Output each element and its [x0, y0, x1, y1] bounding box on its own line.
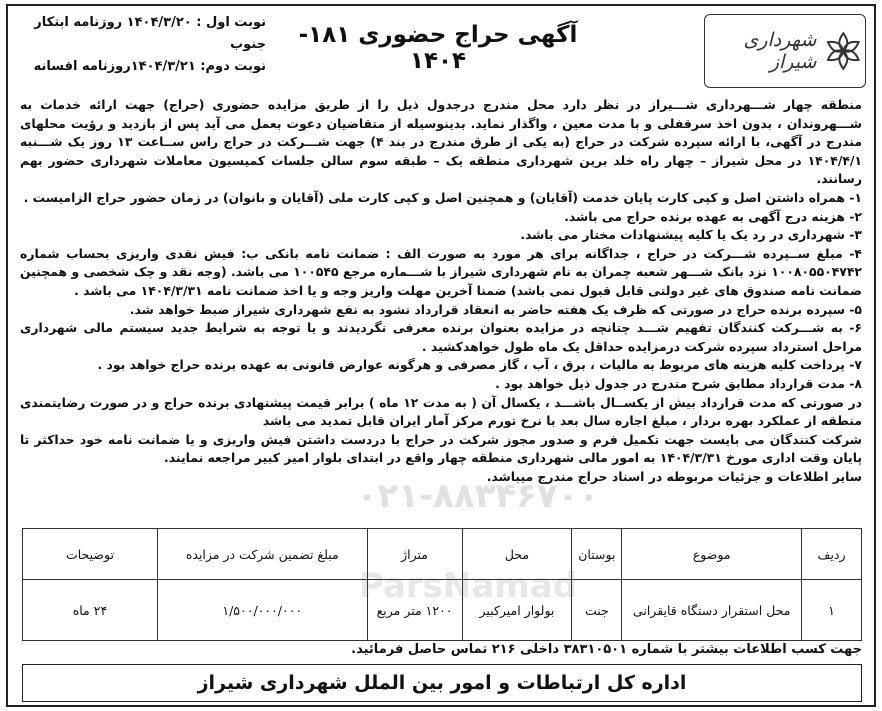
table-cell: جنت — [572, 580, 622, 641]
table-header-cell: بوستان — [572, 529, 622, 580]
contact-info: جهت کسب اطلاعات بیشتر با شماره ۳۸۳۱۰۵۰۱ داخلی ۲۱۶ تماس حاصل فرمائید. — [351, 642, 862, 657]
ad-title: آگهی حراج حضوری ۱۸۱- ۱۴۰۴ — [298, 22, 578, 74]
condition-item: ۷- پرداخت کلیه هزینه های مربوط به مالیات ، برق ، آب ، گاز مصرفی و هرگونه عوارض قانونی به عهده برنده حراج خواهد بود . — [97, 357, 862, 373]
table-cell: ۱/۵۰۰/۰۰۰/۰۰۰ — [157, 580, 367, 641]
publish-first: نوبت اول : ۱۴۰۴/۳/۲۰ روزنامه ابتکار جنوب — [34, 15, 266, 52]
condition-item: ۲- هزینه درج آگهی به عهده برنده حراج می باشد. — [564, 208, 862, 224]
table-cell: ۲۴ ماه — [23, 580, 158, 641]
table-header-cell: موضوع — [622, 529, 802, 580]
intro-paragraph: منطقه چهار شـــهرداری شـــیراز در نظر دارد محل مندرج درجدول ذیل را از طریق مزایده حضوری (حراج) جهت ارائه خدمات به شـــهروندان ، بدون اخذ سرقفلی و با مدت معین ، واگذار نماید. بدینوسیله از متقاضیان دعوت بعمل می آید پس از بازدید و رؤیت محلهای مندرج در آگهی، با ارائه سپرده شرکت در حراج (به یکی از طرق مندرج در بند ۴) جهت شـــرکت در حراج راس ســاعت ۱۳ روز یک شـــنبه ۱۴۰۴/۴/۱ در محل شیراز – چهار راه خلد برین شهرداری منطقه یک – طبقه سوم سالن جلسات کمیسیون معاملات شهرداری حضور بهم رسانند. — [20, 97, 862, 187]
condition-item: ۸- مدت قرارداد مطابق شرح مندرج در جدول ذیل خواهد بود . — [495, 375, 862, 391]
table-header-cell: محل — [462, 529, 572, 580]
table-cell: محل استقرار دستگاه قایقرانی — [622, 580, 802, 641]
logo-text: شهرداری شیراز — [743, 29, 817, 73]
ad-body — [20, 96, 862, 486]
condition-item: سایر اطلاعات و جزئیات مربوطه در اسناد حراج مندرج میباشد. — [486, 468, 862, 484]
condition-item: ۵- سپرده برنده حراج در صورتی که ظرف یک هفته حاضر به انعقاد قرارداد نشود به نفع شهرداری شیراز ضبط خواهد شد. — [129, 301, 862, 317]
department-footer — [22, 664, 862, 702]
ad-header — [8, 6, 874, 90]
table-cell: بولوار امیرکبیر — [462, 580, 572, 641]
condition-item: در صورتی که مدت قرارداد بیش از یکســال باشـــد ، یکسال آن ( به مدت ۱۲ ماه ) برابر قیمت پیشنهادی برنده حراج و در صورت رضایتمندی منطقه از عملکرد بهره بردار ، مبلغ اجاره سال بعد با نرخ تورم مرکز آمار ایران قابل تمدید می باشد — [20, 394, 862, 429]
table-header-row — [23, 529, 862, 580]
table-header-cell: ردیف — [802, 529, 862, 580]
table-header-cell: متراژ — [367, 529, 462, 580]
auction-table-wrapper — [22, 528, 862, 641]
condition-item: ۴- مبلغ ســپرده شـــرکت در حراج ، جداگانه برای هر مورد به صورت الف : ضمانت نامه بانکی ب: فیش نقدی واریزی بحساب شماره ۱۰۰۸۰۵۵۰۴۷۴۲ نزد بانک شـــهر شعبه چمران به نام شهرداری شیراز با شـــماره مرجع ۱۰۰۵۴۵ می باشد. (وجه نقد و چک شخصی و همچنین ضمانت نامه صندوق های غیر دولتی قابل قبول نمی باشد) ضمنا آخرین مهلت واریز وجه و یا اخذ ضمانت نامه ۱۴۰۴/۳/۳۱ می باشد . — [20, 245, 862, 298]
watermark-phone: ۰۲۱-۸۸۳۴۶۷۰۰ — [356, 476, 600, 516]
watermark-brand: ParsNamad — [358, 566, 578, 606]
table-row — [23, 580, 862, 641]
publish-second: نوبت دوم: ۱۴۰۴/۳/۲۱روزنامه افسانه — [33, 59, 266, 74]
condition-item: شرکت کنندگان می بایست جهت تکمیل فرم و صدور مجوز شرکت در حراج با دردست داشتن فیش واریزی و یا ضمانت نامه خود حداکثر تا پایان وقت اداری مورخ ۱۴۰۴/۳/۳۱ به امور مالی شهرداری منطقه چهار واقع در ابتدای بلوار امیر کبیر مراجعه نمایند. — [20, 431, 862, 466]
table-cell: ۱۲۰۰ متر مربع — [367, 580, 462, 641]
table-header-cell: توضیحات — [23, 529, 158, 580]
condition-item: ۱- همراه داشتن اصل و کپی کارت پایان خدمت (آقایان) و همچنین اصل و کپی کارت ملی (آقایان و بانوان) در زمان حضور حراج الزامیست . — [23, 189, 862, 205]
condition-item: ۶- به شـــرکت کنندگان تفهیم شـــد چنانچه در مزایده بعنوان برنده معرفی نگردیدند و یا توجه به شرایط جدید سیستم مالی شهرداری مراحل استرداد سپرده شرکت درمزایده حداقل یک ماه طول خواهدکشید . — [20, 320, 862, 354]
department-name: اداره کل ارتباطات و امور بین الملل شهرداری شیراز — [197, 672, 687, 694]
table-cell: ۱ — [802, 580, 862, 641]
shiraz-municipality-logo — [704, 14, 866, 88]
table-header-cell: مبلغ تضمین شرکت در مزایده — [157, 529, 367, 580]
flower-logo-icon — [822, 27, 865, 75]
auction-table — [22, 528, 862, 641]
ad-page — [6, 4, 876, 707]
publish-dates — [16, 12, 266, 78]
condition-item: ۳- شهرداری در رد یک یا کلیه پیشنهادات مختار می باشد. — [520, 227, 862, 243]
